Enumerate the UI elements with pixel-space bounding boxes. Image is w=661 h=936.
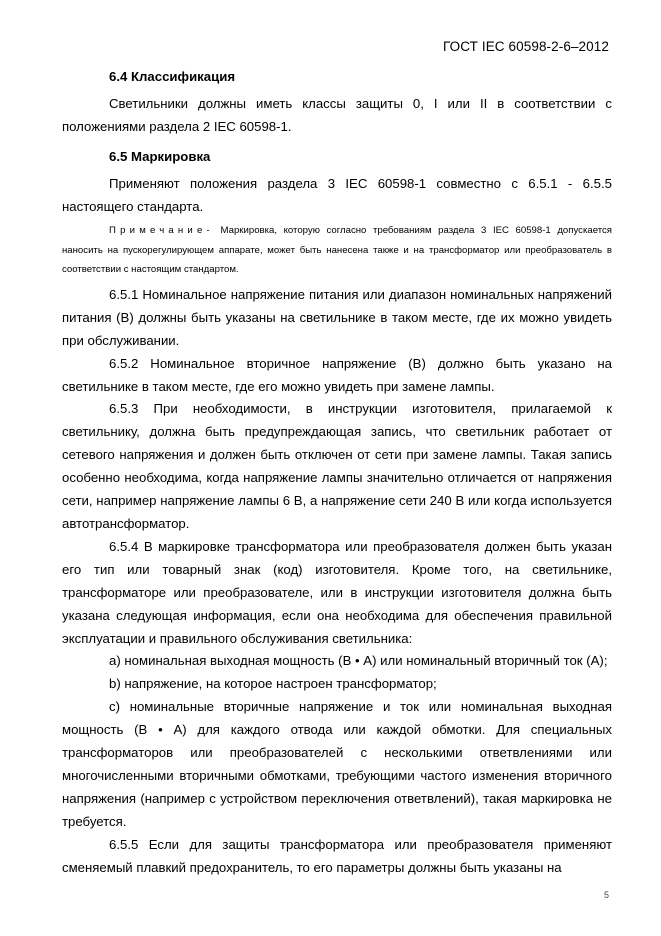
- clause-6-5-1: 6.5.1 Номинальное напряжение питания или диапазон номинальных напряжений питания (В) должны быть указаны на светильнике в таком месте, где их можно увидеть при обслуживании.: [62, 286, 612, 348]
- clause-6-5-5: 6.5.5 Если для защиты трансформатора или преобразователя применяют сменяемый плавкий предохранитель, то его параметры должны быть указаны на: [62, 836, 612, 875]
- clause-6-5-4-item-c: c) номинальные вторичные напряжение и ток или номинальная выходная мощность (В • А) для каждого отвода или каждой обмотки. Для специальных трансформаторов или преобразователей с несколькими ответвлениями или многочисленными вторичными обмотками, требующими частого изменения вторичного напряжения (например с устройством переключения ответвлений), такая маркировка не требуется.: [62, 699, 612, 829]
- clause-6-5-2: 6.5.2 Номинальное вторичное напряжение (В) должно быть указано на светильнике в таком месте, где его можно увидеть при замене лампы.: [62, 355, 612, 394]
- note-text: Маркировка, которую согласно требованиям раздела 3 IEC 60598-1 допускается наносить на пускорегулирующем аппарате, может быть нанесена также и на трансформатор или преобразователь в соответствии с настоящим стандартом.: [62, 225, 612, 276]
- section-heading-6-4: 6.4 Классификация: [109, 69, 236, 84]
- note-label: Примечание-: [109, 225, 214, 237]
- clause-6-5-4-item-b: b) напряжение, на которое настроен трансформатор;: [109, 676, 437, 692]
- clause-6-5-3: 6.5.3 При необходимости, в инструкции изготовителя, прилагаемой к светильнику, должна быть предупреждающая запись, что светильник работает от сетевого напряжения и должен быть отключен от сети при замене лампы. Такая запись особенно необходима, когда напряжение лампы значительно отличается от напряжения сети, например напряжение лампы 6 В, а напряжение сети 240 В или когда используется автотрансформатор.: [62, 401, 612, 531]
- document-body: [62, 66, 612, 880]
- note: [62, 221, 612, 280]
- paragraph-6-5: Применяют положения раздела 3 IEC 60598-1 совместно с 6.5.1 - 6.5.5 настоящего стандарта.: [62, 175, 612, 214]
- clause-6-5-4-item-a: a) номинальная выходная мощность (В • А) или номинальный вторичный ток (А);: [109, 653, 608, 669]
- clause-6-5-4: 6.5.4 В маркировке трансформатора или преобразователя должен быть указан его тип или товарный знак (код) изготовителя. Кроме того, на светильнике, трансформаторе или преобразователе, или в инструкции изготовителя должна быть указана следующая информация, если она необходима для обеспечения правильной эксплуатации и правильного обслуживания светильника:: [62, 538, 612, 646]
- standard-designation: ГОСТ IEC 60598-2-6–2012: [443, 39, 609, 54]
- page-number: 5: [603, 890, 609, 900]
- paragraph-6-4: Светильники должны иметь классы защиты 0, I или II в соответствии с положениями раздела 2 IEC 60598-1.: [62, 95, 612, 134]
- section-heading-6-5: 6.5 Маркировка: [109, 148, 211, 164]
